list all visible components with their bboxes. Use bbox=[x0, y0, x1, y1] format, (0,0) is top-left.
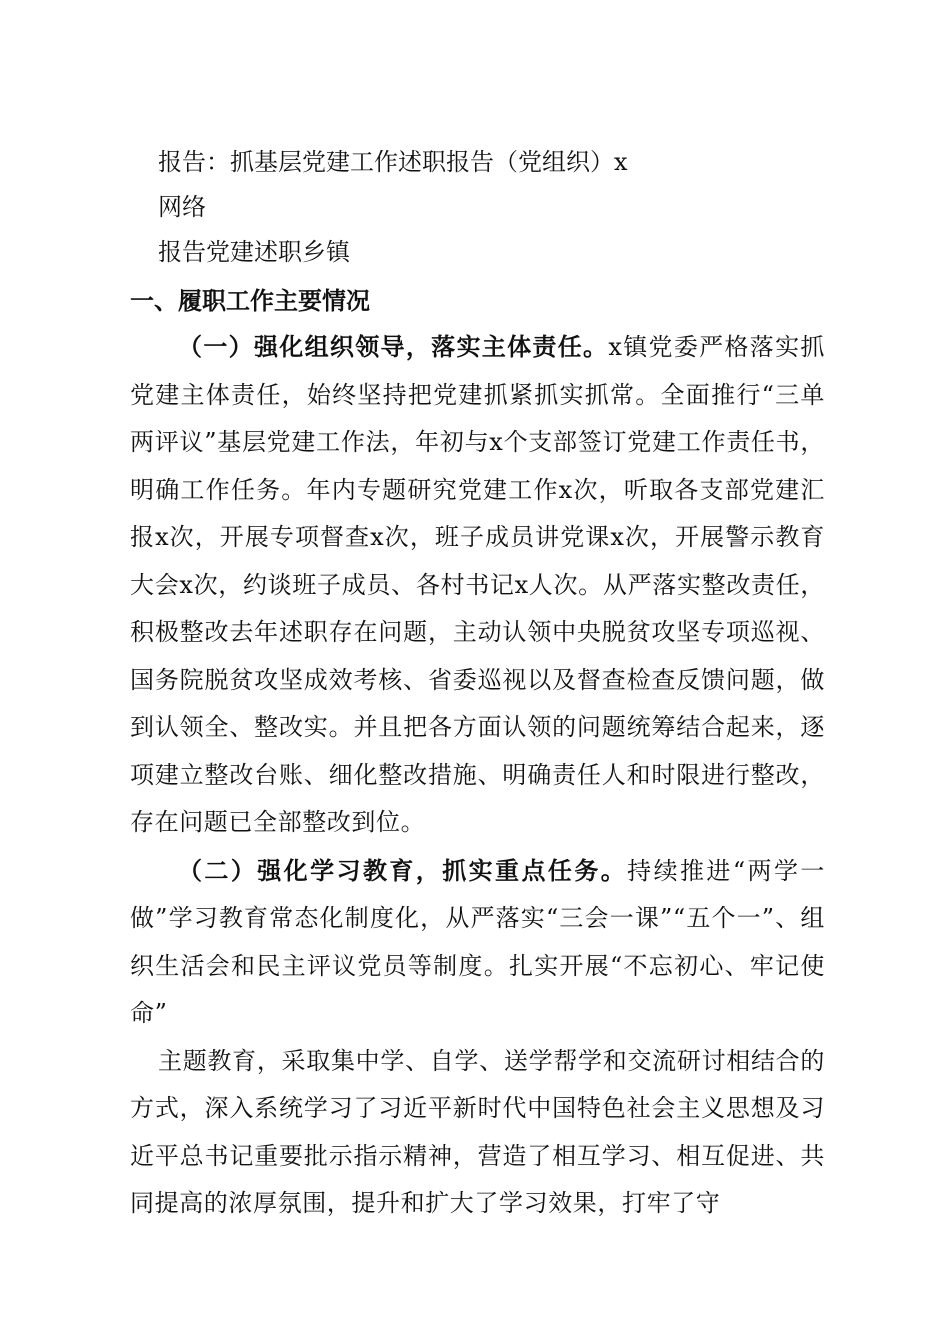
document-source-line: 网络 bbox=[158, 193, 206, 221]
paragraph-2 bbox=[130, 847, 825, 1038]
paragraph-continuation: 主题教育，采取集中学、自学、送学帮学和交流研讨相结合的方式，深入系统学习了习近平新时代中国特色社会主义思想及习近平总书记重要批示指示精神，营造了相互学习、相互促进、共同提高的浓厚氛围，提升和扩大了学习效果，打牢了守 bbox=[130, 1046, 825, 1217]
document-tags-line: 报告党建述职乡镇 bbox=[158, 238, 350, 266]
section-heading: 一、履职工作主要情况 bbox=[130, 286, 370, 315]
paragraph-1-lead: （一）强化组织领导，落实主体责任。 bbox=[178, 332, 609, 361]
paragraph-1 bbox=[130, 323, 825, 847]
document-body bbox=[130, 140, 825, 1228]
paragraph-2-lead: （二）强化学习教育，抓实重点任务。 bbox=[178, 855, 628, 885]
document-title-line: 报告：抓基层党建工作述职报告（党组织）x bbox=[158, 148, 628, 176]
paragraph-2-body: 持续推进“两学一做”学习教育常态化制度化，从严落实“三会一课”“五个一”、组织生活会和民主评议党员等制度。扎实开展“不忘初心、牢记使命” bbox=[130, 856, 825, 1027]
paragraph-1-body: x镇党委严格落实抓党建主体责任，始终坚持把党建抓紧抓实抓常。全面推行“三单两评议”基层党建工作法，年初与x个支部签订党建工作责任书，明确工作任务。年内专题研究党建工作x次，听取各支部党建汇报x次，开展专项督查x次，班子成员讲党课x次，开展警示教育大会x次，约谈班子成员、各村书记x人次。从严落实整改责任，积极整改去年述职存在问题，主动认领中央脱贫攻坚专项巡视、国务院脱贫攻坚成效考核、省委巡视以及督查检查反馈问题，做到认领全、整改实。并且把各方面认领的问题统筹结合起来，逐项建立整改台账、细化整改措施、明确责任人和时限进行整改，存在问题已全部整改到位。 bbox=[130, 333, 825, 836]
